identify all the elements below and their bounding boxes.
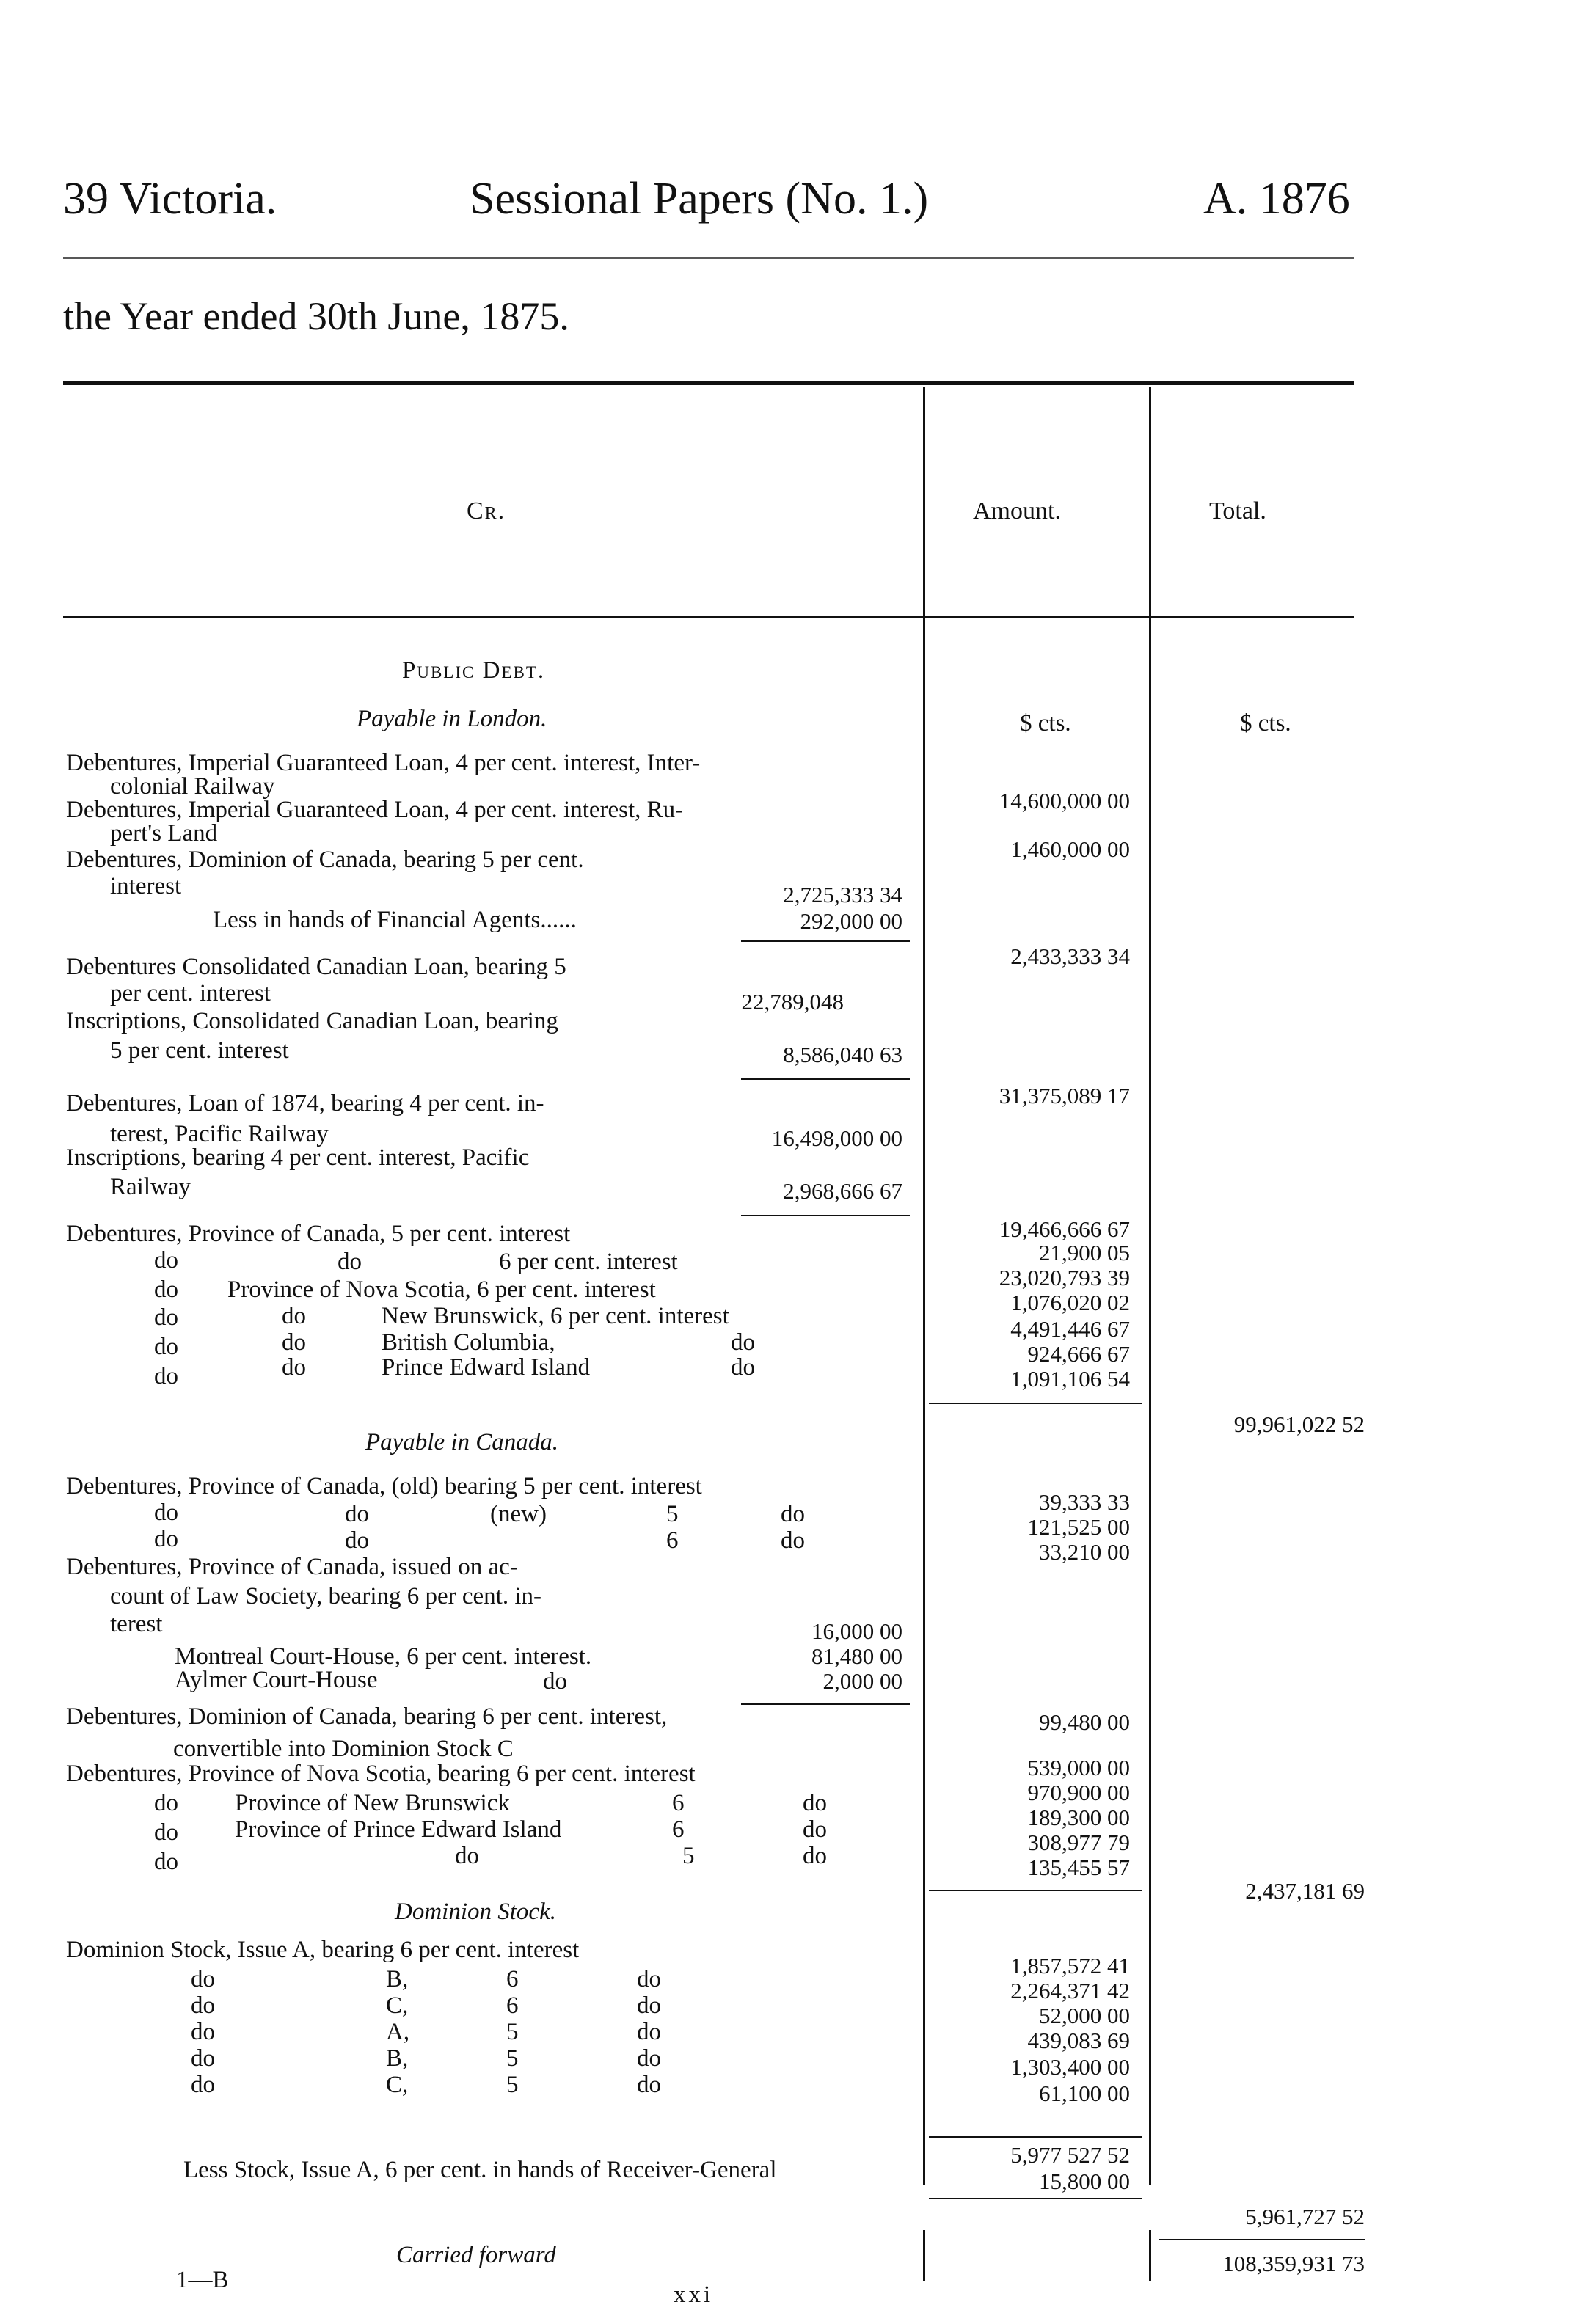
canada-row-7b: convertible into Dominion Stock C [173,1736,514,1762]
canada-row-4c: terest [110,1611,163,1637]
canada-row-10b: Province of Prince Edward Island [235,1816,562,1843]
canada-row-7a: Debentures, Dominion of Canada, bearing 6 per cent. interest, [66,1703,668,1730]
stock-rate: 6 [506,1966,519,1992]
london-row-2b: pert's Land [110,820,218,847]
ditto: do [154,1526,178,1552]
ditto: do [191,1992,215,2019]
ditto: do [781,1501,805,1527]
ditto: do [191,2045,215,2072]
ditto: do [154,1790,178,1816]
canada-row-1-amount: 39,333 33 [1039,1489,1130,1515]
ditto: do [191,1966,215,1992]
carried-forward-label: Carried forward [396,2242,556,2268]
canada-row-4a: Debentures, Province of Canada, issued on ac- [66,1554,518,1580]
stock-issue: C, [386,2072,409,2098]
sub-rule [741,1703,910,1705]
london-row-p1-amount: 21,900 05 [1039,1240,1130,1265]
canada-row-8-amount: 970,900 00 [1027,1780,1130,1805]
canada-row-2d: 5 [666,1501,679,1527]
london-row-2-amount: 1,460,000 00 [1010,836,1130,862]
london-row-1b: colonial Railway [110,773,275,800]
ditto: do [345,1501,369,1527]
ditto: do [191,2019,215,2045]
stock-issue: B, [386,1966,409,1992]
ditto: do [345,1527,369,1554]
canada-row-3d: 6 [666,1527,679,1554]
stock-row-amount: 2,264,371 42 [1010,1978,1130,2003]
london-row-p2-amount: 23,020,793 39 [999,1265,1130,1290]
canada-total: 2,437,181 69 [1245,1878,1365,1904]
signature-mark: 1—B [176,2267,229,2293]
canada-row-6a: Aylmer Court-House [175,1667,378,1693]
ditto: do [731,1354,755,1381]
canada-row-8: Debentures, Province of Nova Scotia, bearing 6 per cent. interest [66,1761,696,1787]
canada-row-9-amount: 189,300 00 [1027,1805,1130,1830]
canada-row-2c: (new) [490,1501,547,1527]
ditto: do [154,1247,178,1274]
ditto: do [338,1249,362,1275]
london-row-3-amount: 2,433,333 34 [1010,943,1130,969]
sub-rule [929,1403,1142,1404]
stock-issue: B, [386,2045,409,2072]
london-heading: Payable in London. [357,706,547,732]
sub-rule [1159,2239,1365,2240]
sub-rule [929,2136,1142,2138]
stock-rate: 5 [506,2072,519,2098]
ditto: do [637,1992,661,2019]
london-row-4b: per cent. interest [110,980,271,1006]
stock-less-amount: 15,800 00 [1039,2168,1130,2194]
total-column-rule [1149,387,1151,2185]
london-row-6-sub: 16,498,000 00 [771,1125,902,1151]
ditto: do [282,1303,306,1329]
london-row-1a: Debentures, Imperial Guaranteed Loan, 4 per cent. interest, Inter- [66,750,701,776]
stock-rate: 6 [506,1992,519,2019]
london-row-p6-amount: 1,091,106 54 [1010,1366,1130,1392]
london-row-3-sub: 2,725,333 34 [783,882,902,907]
ditto: do [637,2045,661,2072]
amount-header: Amount. [973,497,1061,525]
ditto: do [803,1790,827,1816]
canada-row-5-sub: 81,480 00 [811,1643,902,1669]
header-left: 39 Victoria. [63,174,277,224]
amount-column-rule [923,387,925,2185]
ditto: do [154,1334,178,1360]
ditto: do [154,1499,178,1526]
canada-heading: Payable in Canada. [365,1429,559,1455]
stock-row-1: Dominion Stock, Issue A, bearing 6 per cent. interest [66,1937,580,1963]
sub-rule [741,1215,910,1216]
total-unit: $ cts. [1240,710,1291,737]
top-rule [63,381,1354,385]
ditto: do [154,1849,178,1875]
canada-row-4-sub: 16,000 00 [811,1618,902,1644]
london-row-p4-amount: 4,491,446 67 [1010,1316,1130,1342]
london-row-1-amount: 14,600,000 00 [999,788,1130,814]
stock-row-1-amount: 1,857,572 41 [1010,1953,1130,1978]
stock-row-amount: 61,100 00 [1039,2080,1130,2106]
london-row-3c: Less in hands of Financial Agents...... [213,907,577,933]
ditto: do [637,2072,661,2098]
cr-header: Cr. [467,497,506,525]
canada-row-1: Debentures, Province of Canada, (old) bearing 5 per cent. interest [66,1473,702,1499]
london-row-5-sub: 8,586,040 63 [783,1042,902,1067]
amount-column-rule [923,2230,925,2281]
london-row-4-sub: 22,789,048 [741,989,844,1015]
london-row-p5c: British Columbia, [382,1329,555,1356]
header-center: Sessional Papers (No. 1.) [470,174,929,224]
london-row-p1: Debentures, Province of Canada, 5 per cent. interest [66,1221,571,1247]
sub-rule [741,940,910,942]
london-row-5a: Inscriptions, Consolidated Canadian Loan, bearing [66,1008,558,1034]
london-row-7a: Inscriptions, bearing 4 per cent. interest, Pacific [66,1144,530,1171]
page-number: xxi [674,2281,714,2308]
ditto: do [731,1329,755,1356]
london-row-3b: interest [110,873,182,899]
london-row-7-sub: 2,968,666 67 [783,1178,902,1204]
canada-row-4b: count of Law Society, bearing 6 per cent. in- [110,1583,541,1609]
canada-row-5: Montreal Court-House, 6 per cent. interest. [175,1643,592,1670]
canada-row-7-amount: 539,000 00 [1027,1755,1130,1780]
stock-less-row: Less Stock, Issue A, 6 per cent. in hands of Receiver-General [183,2157,777,2183]
canada-row-10c: 6 [672,1816,685,1843]
canada-row-9b: Province of New Brunswick [235,1790,510,1816]
carried-forward-total: 108,359,931 73 [1222,2251,1365,2276]
stock-row-amount: 1,303,400 00 [1010,2054,1130,2080]
header-right: A. 1876 [1203,174,1350,224]
page-subtitle: the Year ended 30th June, 1875. [63,294,569,338]
london-row-p2c: 6 per cent. interest [499,1249,678,1275]
ditto: do [154,1304,178,1331]
london-row-5b: 5 per cent. interest [110,1037,289,1064]
canada-row-6-amount: 99,480 00 [1039,1709,1130,1735]
total-header: Total. [1209,497,1266,525]
stock-heading: Dominion Stock. [395,1899,556,1925]
stock-row-amount: 52,000 00 [1039,2003,1130,2028]
sub-rule [929,2198,1142,2199]
header-bottom-rule [63,616,1354,618]
stock-issue: C, [386,1992,409,2019]
london-row-5-amount: 31,375,089 17 [999,1083,1130,1108]
london-total: 99,961,022 52 [1233,1411,1365,1437]
amount-unit: $ cts. [1020,710,1071,737]
ditto: do [191,2072,215,2098]
canada-row-11-amount: 135,455 57 [1027,1855,1130,1880]
london-row-p3-amount: 1,076,020 02 [1010,1290,1130,1315]
canada-row-11c: 5 [682,1843,695,1869]
london-row-6b: terest, Pacific Railway [110,1121,329,1147]
canada-row-3-amount: 33,210 00 [1039,1539,1130,1565]
ditto: do [154,1363,178,1389]
total-column-rule [1149,2230,1151,2281]
ditto: do [543,1668,567,1695]
ditto: do [282,1354,306,1381]
london-row-7b: Railway [110,1174,191,1200]
canada-row-2-amount: 121,525 00 [1027,1514,1130,1540]
canada-row-9c: 6 [672,1790,685,1816]
sub-rule [741,1078,910,1080]
london-row-p3b: Province of Nova Scotia, 6 per cent. interest [227,1276,656,1303]
london-row-6a: Debentures, Loan of 1874, bearing 4 per cent. in- [66,1090,544,1117]
public-debt-heading: Public Debt. [402,657,546,684]
london-row-p4c: New Brunswick, 6 per cent. interest [382,1303,729,1329]
london-row-4a: Debentures Consolidated Canadian Loan, bearing 5 [66,954,566,980]
london-row-3a: Debentures, Dominion of Canada, bearing 5 per cent. [66,847,584,873]
london-row-3c-sub: 292,000 00 [800,908,902,934]
london-row-p6c: Prince Edward Island [382,1354,591,1381]
ditto: do [781,1527,805,1554]
stock-issue: A, [386,2019,410,2045]
header-rule [63,257,1354,259]
ditto: do [154,1276,178,1303]
london-row-7-amount: 19,466,666 67 [999,1216,1130,1242]
london-row-p5-amount: 924,666 67 [1027,1341,1130,1367]
stock-rate: 5 [506,2019,519,2045]
ditto: do [455,1843,479,1869]
sub-rule [929,1890,1142,1891]
ditto: do [803,1843,827,1869]
ditto: do [282,1329,306,1356]
ditto: do [154,1819,178,1846]
ditto: do [637,2019,661,2045]
stock-total: 5,961,727 52 [1245,2204,1365,2229]
london-row-2a: Debentures, Imperial Guaranteed Loan, 4 per cent. interest, Ru- [66,797,684,823]
ditto: do [637,1966,661,1992]
ditto: do [803,1816,827,1843]
stock-sum-amount: 5,977 527 52 [1010,2142,1130,2168]
canada-row-6-sub: 2,000 00 [822,1668,902,1694]
stock-row-amount: 439,083 69 [1027,2028,1130,2053]
stock-rate: 5 [506,2045,519,2072]
canada-row-10-amount: 308,977 79 [1027,1830,1130,1855]
